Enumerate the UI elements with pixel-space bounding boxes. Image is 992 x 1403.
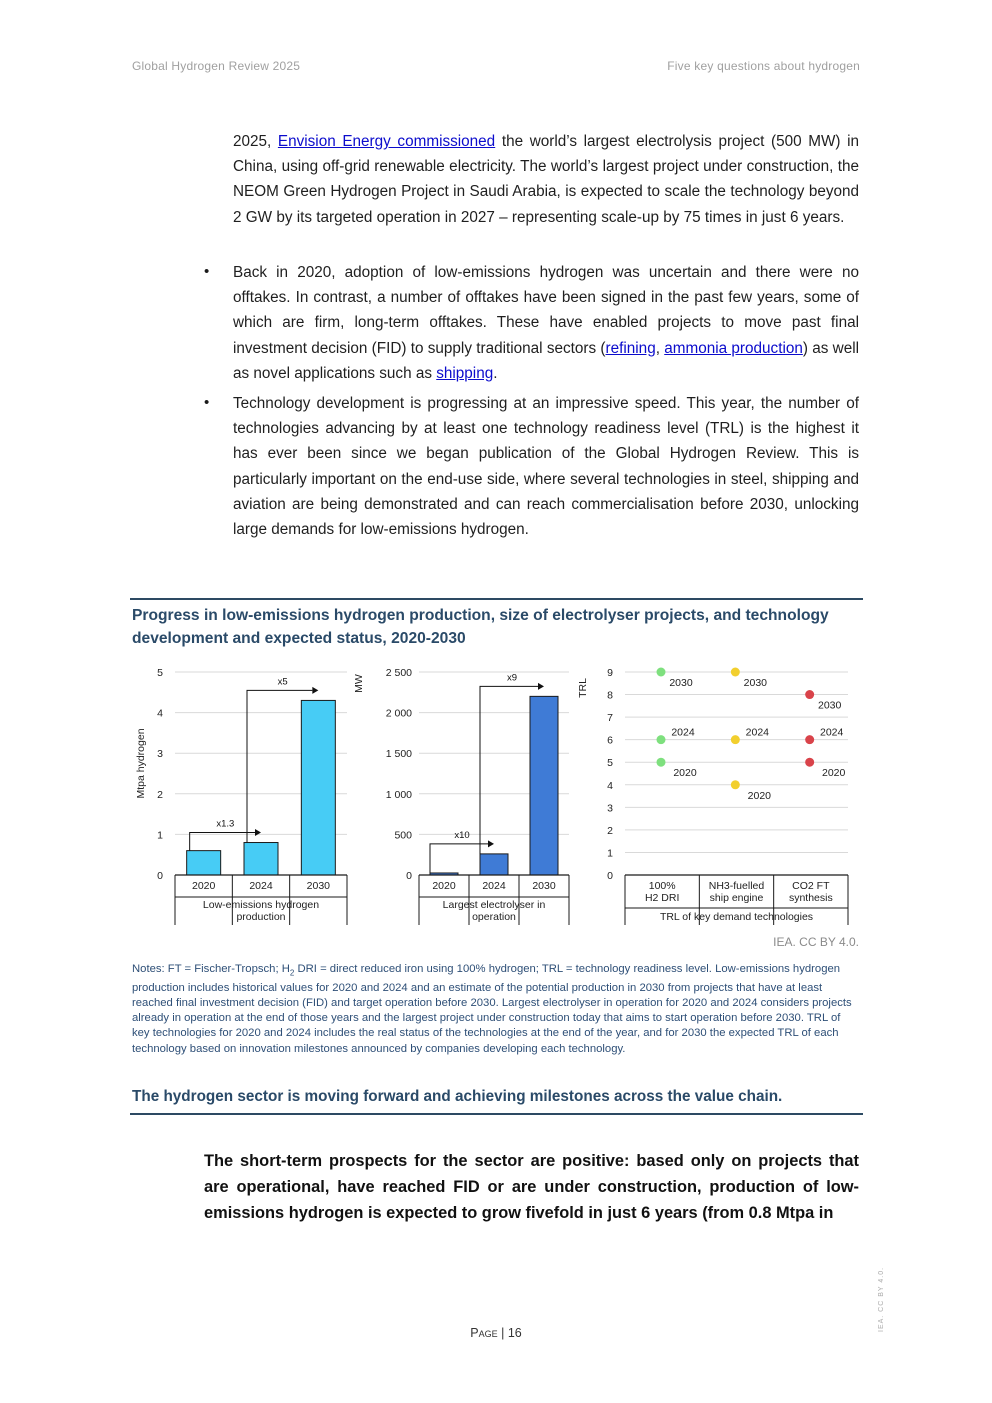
trl-point-label: 2020 (747, 789, 772, 802)
chart-largest-electrolyser (353, 667, 569, 925)
link-envision-energy[interactable]: Envision Energy commissioned (277, 133, 496, 150)
y-tick-label: 0 (607, 870, 613, 882)
figure-title: Progress in low-emissions hydrogen production, size of electrolyser projects, and technology development and expected status, 2020-2030 (132, 607, 829, 647)
bullet-marker: • (204, 263, 210, 280)
trl-point-label: 2024 (819, 726, 844, 739)
growth-arrowhead (488, 840, 494, 847)
y-tick-label: 0 (157, 870, 163, 882)
bar-2030 (301, 700, 335, 875)
y-axis-label: Mtpa hydrogen (135, 728, 147, 799)
trl-point-2030 (731, 668, 740, 677)
page-separator: | (497, 1326, 508, 1340)
growth-arrowhead (312, 687, 318, 694)
x-category-label: 100% H2 DRI (644, 880, 680, 904)
para2-text-end: . (493, 364, 498, 382)
growth-arrowhead (538, 683, 544, 690)
x-axis-label: Largest electrolyser in operation (442, 899, 546, 923)
growth-arrowhead (255, 829, 261, 836)
trl-point-label: 2020 (673, 767, 697, 780)
y-tick-label: 5 (157, 667, 163, 679)
figure-bottom-rule (130, 1113, 863, 1115)
x-axis-label: TRL of key demand technologies (659, 911, 814, 923)
x-category-label: NH3-fuelled ship engine (708, 880, 765, 904)
y-tick-label: 2 500 (385, 667, 412, 679)
link-shipping[interactable]: shipping (436, 364, 494, 382)
trl-point-2024 (805, 735, 814, 744)
growth-label: x5 (277, 676, 288, 688)
trl-point-label: 2030 (669, 677, 693, 689)
notes-text: DRI = direct reduced iron using 100% hydrogen; TRL = technology readiness level. Low-emissions hydrogen production includes historical values for 2020 and 2024 and an estimate of the potential production in 2030 from projects that have at least reached final investment decision (FID) and target operation before 2030. Largest electrolyser in operation for 2020 and 2024 considers projects already in operation at the end of those years and the largest project under construction today that aims to start operation before 2030. TRL of key technologies for 2020 and 2024 includes the real status of the technologies at the end of the year, and for 2030 the expected TRL of each technology based on innovation milestones announced by companies developing each technology. (132, 963, 852, 1055)
notes-subscript: 2 (289, 968, 295, 978)
para1-text-start: 2025, (233, 133, 278, 150)
link-ammonia-production[interactable]: ammonia production (664, 339, 803, 357)
x-tick-label: 2030 (532, 880, 556, 892)
page-footer (0, 1326, 992, 1340)
x-tick-label: 2030 (306, 880, 331, 892)
growth-label: x10 (454, 829, 470, 841)
running-header-chapter: Five key questions about hydrogen (667, 59, 860, 73)
para1-text-end: the world’s largest electrolysis project (500 MW) in China, using off-grid renewable electricity. The world’s largest project under construction, the NEOM Green Hydrogen Project in Saudi Arabia, is expected to scale the technology beyond 2 GW by its targeted operation in 2027 – representing scale-up by 75 times in just 6 years. (233, 133, 860, 226)
y-tick-label: 2 (157, 788, 163, 801)
y-tick-label: 2 000 (385, 707, 412, 720)
y-axis-label: MW (353, 674, 365, 693)
x-category-label: CO2 FT synthesis (788, 880, 833, 904)
y-tick-label: 7 (607, 712, 613, 725)
y-tick-label: 9 (607, 667, 613, 679)
figure-source: IEA. CC BY 4.0. (773, 935, 859, 949)
running-header-title: Global Hydrogen Review 2025 (132, 59, 301, 73)
x-tick-label: 2020 (191, 880, 216, 892)
figure-notes (132, 962, 860, 1057)
page-label: Page (470, 1326, 498, 1340)
bar-2020 (187, 851, 221, 875)
trl-point-2030 (657, 668, 666, 677)
chart-hydrogen-production (135, 667, 347, 925)
page-number: 16 (507, 1326, 522, 1340)
x-axis-label: Low-emissions hydrogen production (202, 899, 320, 923)
x-tick-label: 2024 (482, 880, 506, 892)
paragraph-technology: Technology development is progressing at an impressive speed. This year, the number of technologies advancing by at least one technology readiness level (TRL) is the highest it has ever been since we began publication of the Global Hydrogen Review. This is particularly important on the end-use side, where several technologies in steel, shipping and aviation are being demonstrated and can reach commercialisation before 2030, unlocking large demands for low-emissions hydrogen. (233, 395, 859, 539)
side-watermark: IEA. CC BY 4.0. (878, 1266, 885, 1332)
para2-text-start: Back in 2020, adoption of low-emissions hydrogen was uncertain and there were no offtakes. In contrast, a number of offtakes have been signed in the past few years, some of which are firm, long-term offtakes. These have enabled projects to move past final investment decision (FID) to supply traditional sectors ( (233, 264, 859, 357)
y-tick-label: 1 (157, 829, 163, 842)
trl-point-label: 2020 (821, 767, 846, 780)
y-tick-label: 1 500 (385, 748, 412, 761)
y-tick-label: 2 (607, 824, 613, 837)
y-tick-label: 3 (607, 802, 613, 815)
y-axis-label: TRL (577, 678, 589, 698)
trl-point-2024 (657, 735, 666, 744)
y-tick-label: 4 (607, 779, 613, 792)
trl-point-2024 (731, 735, 740, 744)
paragraph-short-term-prospects: The short-term prospects for the sector are positive: based only on projects that are operational, have reached FID or are under construction, production of low-emissions hydrogen is expected to grow fivefold in just 6 years (from 0.8 Mtpa in (204, 1152, 859, 1222)
y-tick-label: 5 (607, 757, 613, 770)
notes-prefix: Notes: FT = Fischer-Tropsch; H (132, 963, 290, 975)
trl-point-2020 (731, 780, 740, 789)
growth-label: x9 (506, 672, 518, 684)
y-tick-label: 1 000 (385, 788, 412, 801)
trl-point-label: 2030 (817, 699, 842, 712)
trl-point-label: 2024 (671, 726, 695, 739)
para2-separator: , (655, 339, 665, 357)
bar-2024 (480, 854, 508, 875)
y-tick-label: 0 (406, 870, 412, 882)
growth-arrow (480, 686, 538, 854)
trl-point-2020 (657, 758, 666, 767)
figure-takeaway: The hydrogen sector is moving forward and achieving milestones across the value chain. (132, 1088, 783, 1105)
x-tick-label: 2024 (249, 880, 273, 892)
y-tick-label: 1 (607, 847, 613, 860)
growth-label: x1.3 (216, 818, 235, 830)
trl-point-2020 (805, 758, 814, 767)
growth-arrow (430, 844, 488, 873)
bullet-marker: • (204, 394, 210, 411)
y-tick-label: 8 (607, 689, 613, 702)
chart-trl-technologies (577, 667, 848, 925)
link-refining[interactable]: refining (605, 339, 656, 357)
bar-2024 (244, 843, 278, 875)
y-tick-label: 4 (157, 707, 163, 720)
trl-point-label: 2024 (745, 726, 770, 739)
y-tick-label: 500 (394, 829, 412, 842)
y-tick-label: 3 (157, 748, 163, 761)
trl-point-label: 2030 (743, 677, 768, 689)
trl-point-2030 (805, 690, 814, 699)
para2-text-mid: ) as well as novel applications such as (233, 339, 860, 382)
bar-2030 (530, 696, 558, 875)
y-tick-label: 6 (607, 734, 613, 747)
x-tick-label: 2020 (432, 880, 456, 892)
